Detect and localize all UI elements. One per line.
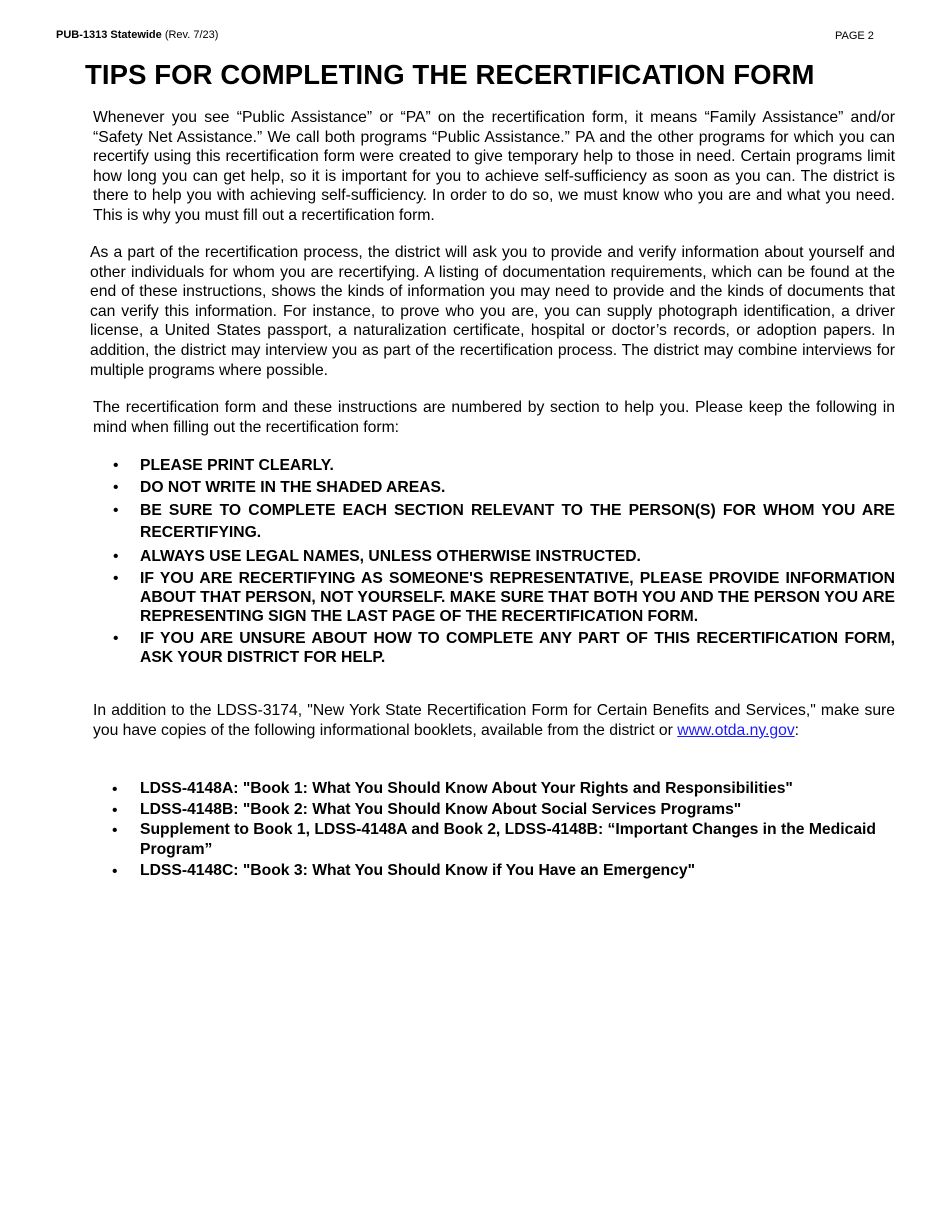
intro-paragraph: Whenever you see “Public Assistance” or “PA” on the recertification form, it means “Family Assistance” and/or “Safety Net Assistance.” We call both programs “Public Assistance.” PA and the other programs for which you can recertify using this recertification form were created to give temporary help to those in need. Certain programs limit how long you can get help, so it is important for you to achieve self-sufficiency as soon as you can. The district is there to help you with achieving self-sufficiency. In order to do so, we must know who you are and what you need. This is why you must fill out a recertification form. — [93, 109, 895, 224]
booklet-item: • LDSS-4148B: "Book 2: What You Should Know About Social Services Programs" — [140, 800, 895, 820]
tip-item: • BE SURE TO COMPLETE EACH SECTION RELEVANT TO THE PERSON(S) FOR WHOM YOU ARE RECERTIFYING. — [140, 500, 895, 544]
tip-item: • ALWAYS USE LEGAL NAMES, UNLESS OTHERWISE INSTRUCTED. — [140, 547, 895, 566]
tip-item: • PLEASE PRINT CLEARLY. — [140, 456, 895, 475]
page-title: TIPS FOR COMPLETING THE RECERTIFICATION FORM — [85, 59, 815, 90]
booklets-list — [140, 779, 895, 881]
form-id: PUB-1313 Statewide — [56, 29, 162, 41]
form-revision: (Rev. 7/23) — [164, 29, 219, 41]
tips-list — [140, 456, 895, 670]
process-paragraph: As a part of the recertification process, the district will ask you to provide and verify information about yourself and other individuals for whom you are recertifying. A listing of documentation requirements, which can be found at the end of these instructions, shows the kinds of information you may need to provide and the kinds of documents that can verify this information. For instance, to prove who you are, you can supply photograph identification, a driver license, a United States passport, a naturalization certificate, hospital or doctor’s records, or adoption papers. In addition, the district may interview you as part of the recertification process. The district may combine interviews for multiple programs where possible. — [90, 244, 895, 379]
booklets-paragraph-end: : — [794, 721, 800, 739]
booklet-item: • LDSS-4148A: "Book 1: What You Should Know About Your Rights and Responsibilities" — [140, 779, 895, 799]
otda-website-link[interactable]: www.otda.ny.gov — [677, 721, 795, 739]
tip-item: • IF YOU ARE RECERTIFYING AS SOMEONE'S REPRESENTATIVE, PLEASE PROVIDE INFORMATION ABOUT THAT PERSON, NOT YOURSELF. MAKE SURE THAT BOTH YOU AND THE PERSON YOU ARE REPRESENTING SIGN THE LAST PAGE OF THE RECERTIFICATION FORM. — [140, 569, 895, 626]
tip-item: • DO NOT WRITE IN THE SHADED AREAS. — [140, 478, 895, 497]
booklets-paragraph-text: In addition to the LDSS-3174, "New York State Recertification Form for Certain Benefits and Services," make sure you have copies of the following informational booklets, available from the district or — [93, 702, 895, 739]
booklets-paragraph — [93, 701, 895, 740]
form-identifier — [56, 28, 218, 42]
booklet-item: • Supplement to Book 1, LDSS-4148A and Book 2, LDSS-4148B: “Important Changes in the Medicaid Program” — [140, 820, 895, 860]
page-number: PAGE 2 — [835, 30, 874, 42]
instructions-paragraph: The recertification form and these instructions are numbered by section to help you. Please keep the following in mind when filling out the recertification form: — [93, 399, 895, 436]
tip-item: • IF YOU ARE UNSURE ABOUT HOW TO COMPLETE ANY PART OF THIS RECERTIFICATION FORM, ASK YOUR DISTRICT FOR HELP. — [140, 629, 895, 667]
booklet-item: • LDSS-4148C: "Book 3: What You Should Know if You Have an Emergency" — [140, 861, 895, 881]
